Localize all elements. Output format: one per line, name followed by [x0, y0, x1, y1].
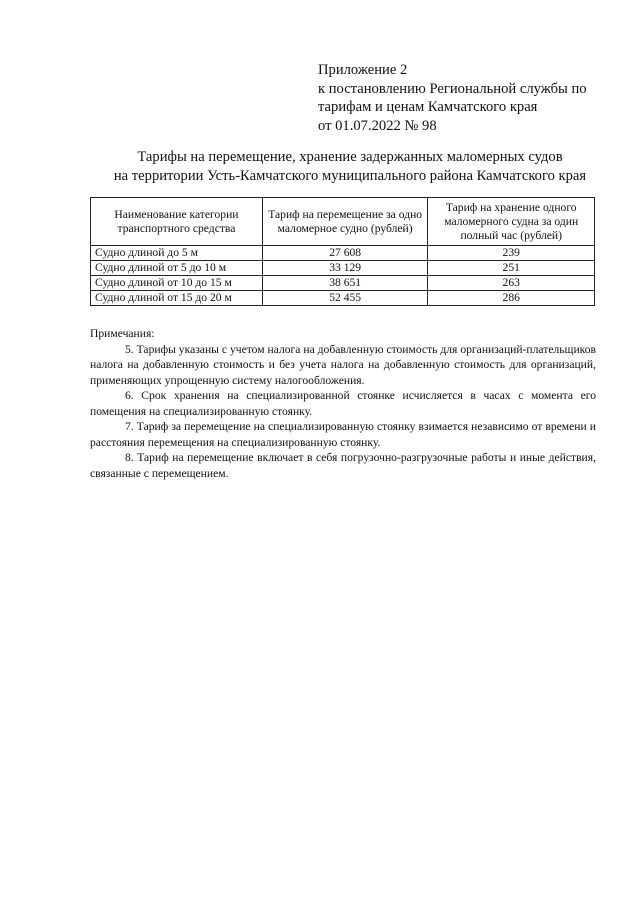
note-item: 6. Срок хранения на специализированной стоянке исчисляется в часах с момента его помещения на специализированную стоянку. — [90, 389, 596, 418]
table-row — [91, 246, 595, 261]
row-move-tariff: 27 608 — [262, 246, 428, 261]
header-move-tariff: Тариф на перемещение за одно маломерное судно (рублей) — [262, 198, 428, 246]
appendix-resolution-line: к постановлению Региональной службы по — [318, 80, 587, 97]
row-move-tariff: 38 651 — [262, 276, 428, 291]
table-row — [91, 276, 595, 291]
appendix-header — [318, 61, 618, 135]
tariff-table — [90, 197, 595, 306]
row-storage-tariff: 239 — [428, 246, 595, 261]
row-category: Судно длиной от 15 до 20 м — [91, 291, 263, 306]
document-title — [90, 148, 610, 185]
appendix-agency-line: тарифам и ценам Камчатского края — [318, 99, 538, 116]
row-storage-tariff: 251 — [428, 261, 595, 276]
appendix-date-line: от 01.07.2022 № 98 — [318, 117, 437, 134]
row-category: Судно длиной до 5 м — [91, 246, 263, 261]
notes-section — [90, 326, 596, 481]
row-category: Судно длиной от 10 до 15 м — [91, 276, 263, 291]
note-item: 8. Тариф на перемещение включает в себя погрузочно-разгрузочные работы и иные действия, связанные с перемещением. — [90, 451, 596, 480]
row-storage-tariff: 286 — [428, 291, 595, 306]
title-line-2: на территории Усть-Камчатского муниципального района Камчатского края — [113, 167, 587, 184]
title-line-1: Тарифы на перемещение, хранение задержанных маломерных судов — [137, 149, 563, 165]
row-storage-tariff: 263 — [428, 276, 595, 291]
row-move-tariff: 33 129 — [262, 261, 428, 276]
table-row — [91, 261, 595, 276]
table-row — [91, 291, 595, 306]
note-item: 5. Тарифы указаны с учетом налога на добавленную стоимость для организаций-плательщиков налога на добавленную стоимость и без учета налога на добавленную стоимость для организаций, применяющих упрощенную систему налогообложения. — [90, 342, 596, 387]
header-category: Наименование категории транспортного средства — [91, 198, 263, 246]
header-storage-tariff: Тариф на хранение одного маломерного судна за один полный час (рублей) — [428, 198, 595, 246]
table-header-row — [91, 198, 595, 246]
appendix-number: Приложение 2 — [318, 62, 408, 78]
row-move-tariff: 52 455 — [262, 291, 428, 306]
note-item: 7. Тариф за перемещение на специализированную стоянку взимается независимо от времени и расстояния перемещения на специализированную стоянку. — [90, 420, 596, 449]
row-category: Судно длиной от 5 до 10 м — [91, 261, 263, 276]
notes-heading: Примечания: — [90, 327, 155, 340]
